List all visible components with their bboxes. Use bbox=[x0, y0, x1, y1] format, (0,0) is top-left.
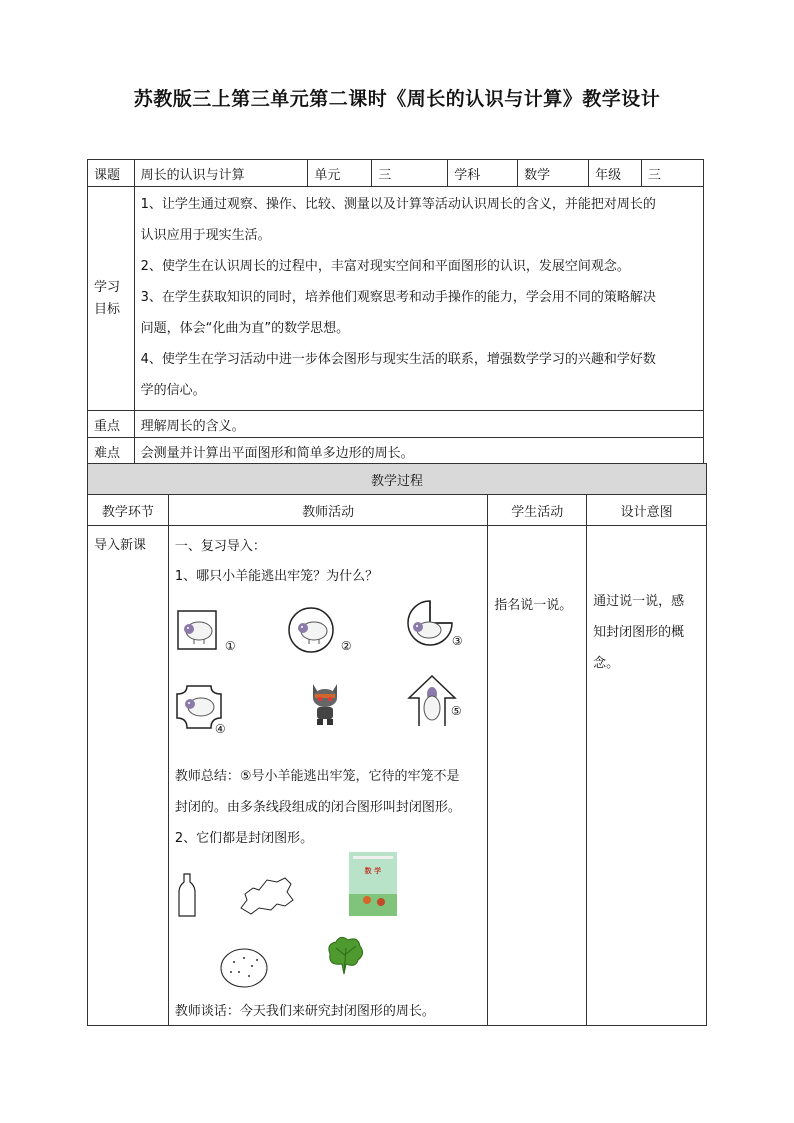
teacher-line: 教师总结：⑤号小羊能逃出牢笼，它待的牢笼不是 bbox=[174, 769, 460, 784]
map-outline bbox=[237, 874, 295, 916]
math-book-cover bbox=[349, 852, 397, 916]
info-row-topic bbox=[88, 160, 704, 187]
goal-line: 3、在学生获取知识的同时，培养他们观察思考和动手操作的能力，学会用不同的策略解决 bbox=[140, 290, 656, 305]
column-header-stage: 教学环节 bbox=[88, 495, 169, 526]
map-outline-icon bbox=[237, 874, 295, 916]
bottle-icon bbox=[177, 872, 197, 918]
grade-value: 三 bbox=[642, 160, 704, 187]
unit-value: 三 bbox=[372, 160, 448, 187]
column-header-teacher: 教师活动 bbox=[168, 495, 487, 526]
column-header-student: 学生活动 bbox=[488, 495, 587, 526]
book-icon bbox=[349, 852, 397, 916]
cage-number-5: ⑤ bbox=[450, 704, 462, 718]
leaf-icon bbox=[324, 934, 366, 976]
book-title: 数 学 bbox=[364, 867, 382, 875]
cage-number-4: ④ bbox=[214, 722, 226, 736]
info-row-difficulty bbox=[88, 438, 704, 465]
process-header: 教学过程 bbox=[88, 464, 707, 495]
grade-label: 年级 bbox=[589, 160, 642, 187]
goals-label-line-2: 目标 bbox=[94, 301, 121, 317]
teacher-line: 教师谈话：今天我们来研究封闭图形的周长。 bbox=[174, 1004, 435, 1019]
wolf-icon bbox=[307, 680, 343, 726]
teacher-line: 一、复习导入： bbox=[174, 539, 266, 554]
intent-line: 念。 bbox=[593, 656, 620, 671]
goal-line: 认识应用于现实生活。 bbox=[140, 228, 271, 243]
cage-number-1: ① bbox=[224, 639, 236, 653]
notched-cage-icon bbox=[405, 598, 455, 648]
wolf-image bbox=[307, 680, 343, 726]
difficulty-label: 难点 bbox=[88, 438, 135, 465]
sheep-cage-square bbox=[177, 610, 217, 650]
sheep-cage-circle bbox=[287, 606, 335, 654]
subject-label: 学科 bbox=[448, 160, 518, 187]
goals-content bbox=[134, 187, 703, 411]
circle-cage-icon bbox=[287, 606, 335, 654]
goal-line: 学的信心。 bbox=[140, 383, 206, 398]
column-header-intent: 设计意图 bbox=[587, 495, 707, 526]
design-intent-cell bbox=[587, 526, 707, 1026]
subject-value: 数学 bbox=[518, 160, 589, 187]
goals-label-line-1: 学习 bbox=[94, 279, 121, 295]
info-table bbox=[87, 159, 704, 465]
key-value: 理解周长的含义。 bbox=[134, 411, 703, 438]
bottle-outline bbox=[177, 872, 197, 918]
process-table bbox=[87, 463, 707, 1026]
sheep-cage-open bbox=[407, 674, 457, 728]
teacher-line: 1、哪只小羊能逃出牢笼？为什么？ bbox=[174, 569, 379, 584]
goal-line: 4、使学生在学习活动中进一步体会图形与现实生活的联系，增强数学学习的兴趣和学好数 bbox=[140, 352, 656, 367]
key-label: 重点 bbox=[88, 411, 135, 438]
goal-line: 2、使学生在认识周长的过程中，丰富对现实空间和平面图形的认识，发展空间观念。 bbox=[140, 259, 630, 274]
sheep-cage-notched bbox=[405, 598, 455, 648]
leaf-image bbox=[324, 934, 366, 976]
teacher-line: 2、它们都是封闭图形。 bbox=[174, 831, 314, 846]
square-cage-icon bbox=[177, 610, 217, 650]
topic-value: 周长的认识与计算 bbox=[134, 160, 308, 187]
unit-label: 单元 bbox=[308, 160, 372, 187]
page-title: 苏教版三上第三单元第二课时《周长的认识与计算》教学设计 bbox=[133, 88, 661, 110]
cage-number-2: ② bbox=[340, 639, 352, 653]
intent-line: 知封闭图形的概 bbox=[593, 625, 685, 640]
difficulty-value: 会测量并计算出平面图形和简单多边形的周长。 bbox=[134, 438, 703, 465]
process-row-intro bbox=[88, 526, 707, 1026]
goals-label bbox=[88, 187, 135, 411]
intent-line: 通过说一说，感 bbox=[593, 594, 685, 609]
open-cage-icon bbox=[407, 674, 457, 728]
process-column-headers bbox=[88, 495, 707, 526]
goal-line: 问题，体会“化曲为直”的数学思想。 bbox=[140, 321, 350, 336]
potato-icon bbox=[219, 946, 269, 990]
teacher-activity-cell bbox=[168, 526, 487, 1026]
topic-label: 课题 bbox=[88, 160, 135, 187]
student-activity-cell: 指名说一说。 bbox=[488, 526, 587, 1026]
cage-number-3: ③ bbox=[451, 634, 463, 648]
stage-cell: 导入新课 bbox=[88, 526, 169, 1026]
info-row-key bbox=[88, 411, 704, 438]
potato-outline bbox=[219, 946, 269, 990]
info-row-goals bbox=[88, 187, 704, 411]
goal-line: 1、让学生通过观察、操作、比较、测量以及计算等活动认识周长的含义，并能把对周长的 bbox=[140, 197, 656, 212]
teacher-line: 封闭的。由多条线段组成的闭合图形叫封闭图形。 bbox=[174, 800, 461, 815]
